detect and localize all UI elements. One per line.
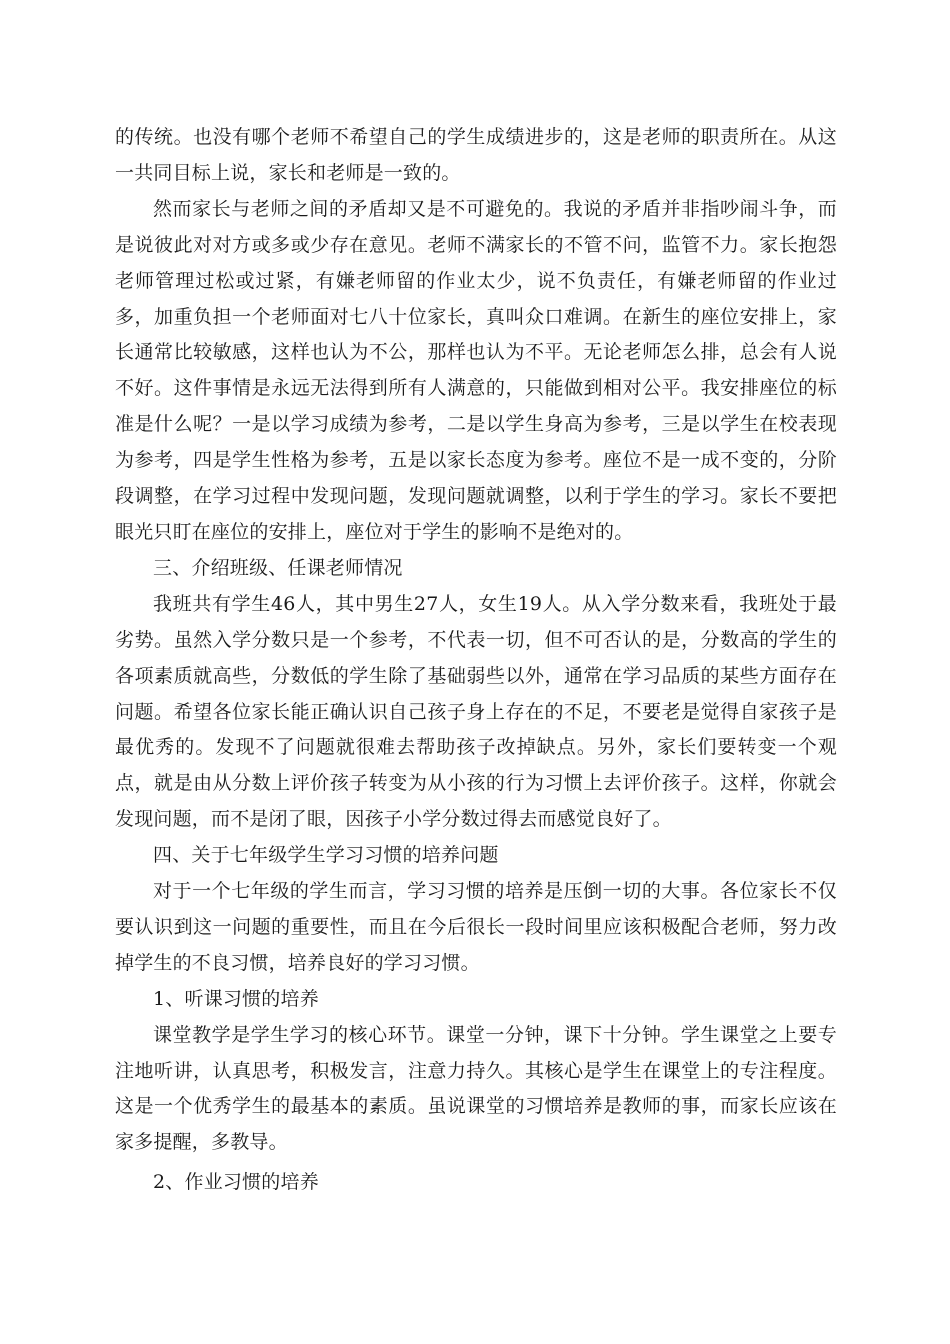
paragraph-habits-importance: 对于一个七年级的学生而言，学习习惯的培养是压倒一切的大事。各位家长不仅要认识到这一问题的重要性，而且在今后很长一段时间里应该积极配合老师，努力改掉学生的不良习惯，培养良好的学习习惯。 [115, 880, 837, 974]
paragraph-class-stats: 我班共有学生46人，其中男生27人，女生19人。从入学分数来看，我班处于最劣势。虽然入学分数只是一个参考，不代表一切，但不可否认的是，分数高的学生的各项素质就高些，分数低的学生除了基础弱些以外，通常在学习品质的某些方面存在问题。希望各位家长能正确认识自己孩子身上存在的不足，不要老是觉得自家孩子是最优秀的。发现不了问题就很难去帮助孩子改掉缺点。另外，家长们要转变一个观点，就是由从分数上评价孩子转变为从小孩的行为习惯上去评价孩子。这样，你就会发现问题，而不是闭了眼，因孩子小学分数过得去而感觉良好了。 [115, 592, 837, 831]
document-body [115, 120, 837, 1201]
paragraph-conflict: 然而家长与老师之间的矛盾却又是不可避免的。我说的矛盾并非指吵闹斗争，而是说彼此对对方或多或少存在意见。老师不满家长的不管不问，监管不力。家长抱怨老师管理过松或过紧，有嫌老师留的作业太少，说不负责任，有嫌老师留的作业过多，加重负担一个老师面对七八十位家长，真叫众口难调。在新生的座位安排上，家长通常比较敏感，这样也认为不公，那样也认为不平。无论老师怎么排，总会有人说不好。这件事情是永远无法得到所有人满意的，只能做到相对公平。我安排座位的标准是什么呢？一是以学习成绩为参考，二是以学生身高为参考，三是以学生在校表现为参考，四是学生性格为参考，五是以家长态度为参考。座位不是一成不变的，分阶段调整，在学习过程中发现问题，发现问题就调整，以利于学生的学习。家长不要把眼光只盯在座位的安排上，座位对于学生的影响不是绝对的。 [115, 197, 837, 543]
section-heading-class-intro: 三、介绍班级、任课老师情况 [153, 556, 403, 579]
subheading-listening-habits: 1、听课习惯的培养 [153, 987, 319, 1010]
section-heading-study-habits: 四、关于七年级学生学习习惯的培养问题 [153, 844, 499, 867]
paragraph-tradition: 的传统。也没有哪个老师不希望自己的学生成绩进步的，这是老师的职责所在。从这一共同目标上说，家长和老师是一致的。 [115, 126, 837, 184]
paragraph-classroom-teaching: 课堂教学是学生学习的核心环节。课堂一分钟，课下十分钟。学生课堂之上要专注地听讲，认真思考，积极发言，注意力持久。其核心是学生在课堂上的专注程度。这是一个优秀学生的最基本的素质。虽说课堂的习惯培养是教师的事，而家长应该在家多提醒，多教导。 [115, 1023, 837, 1154]
subheading-homework-habits: 2、作业习惯的培养 [153, 1171, 319, 1194]
